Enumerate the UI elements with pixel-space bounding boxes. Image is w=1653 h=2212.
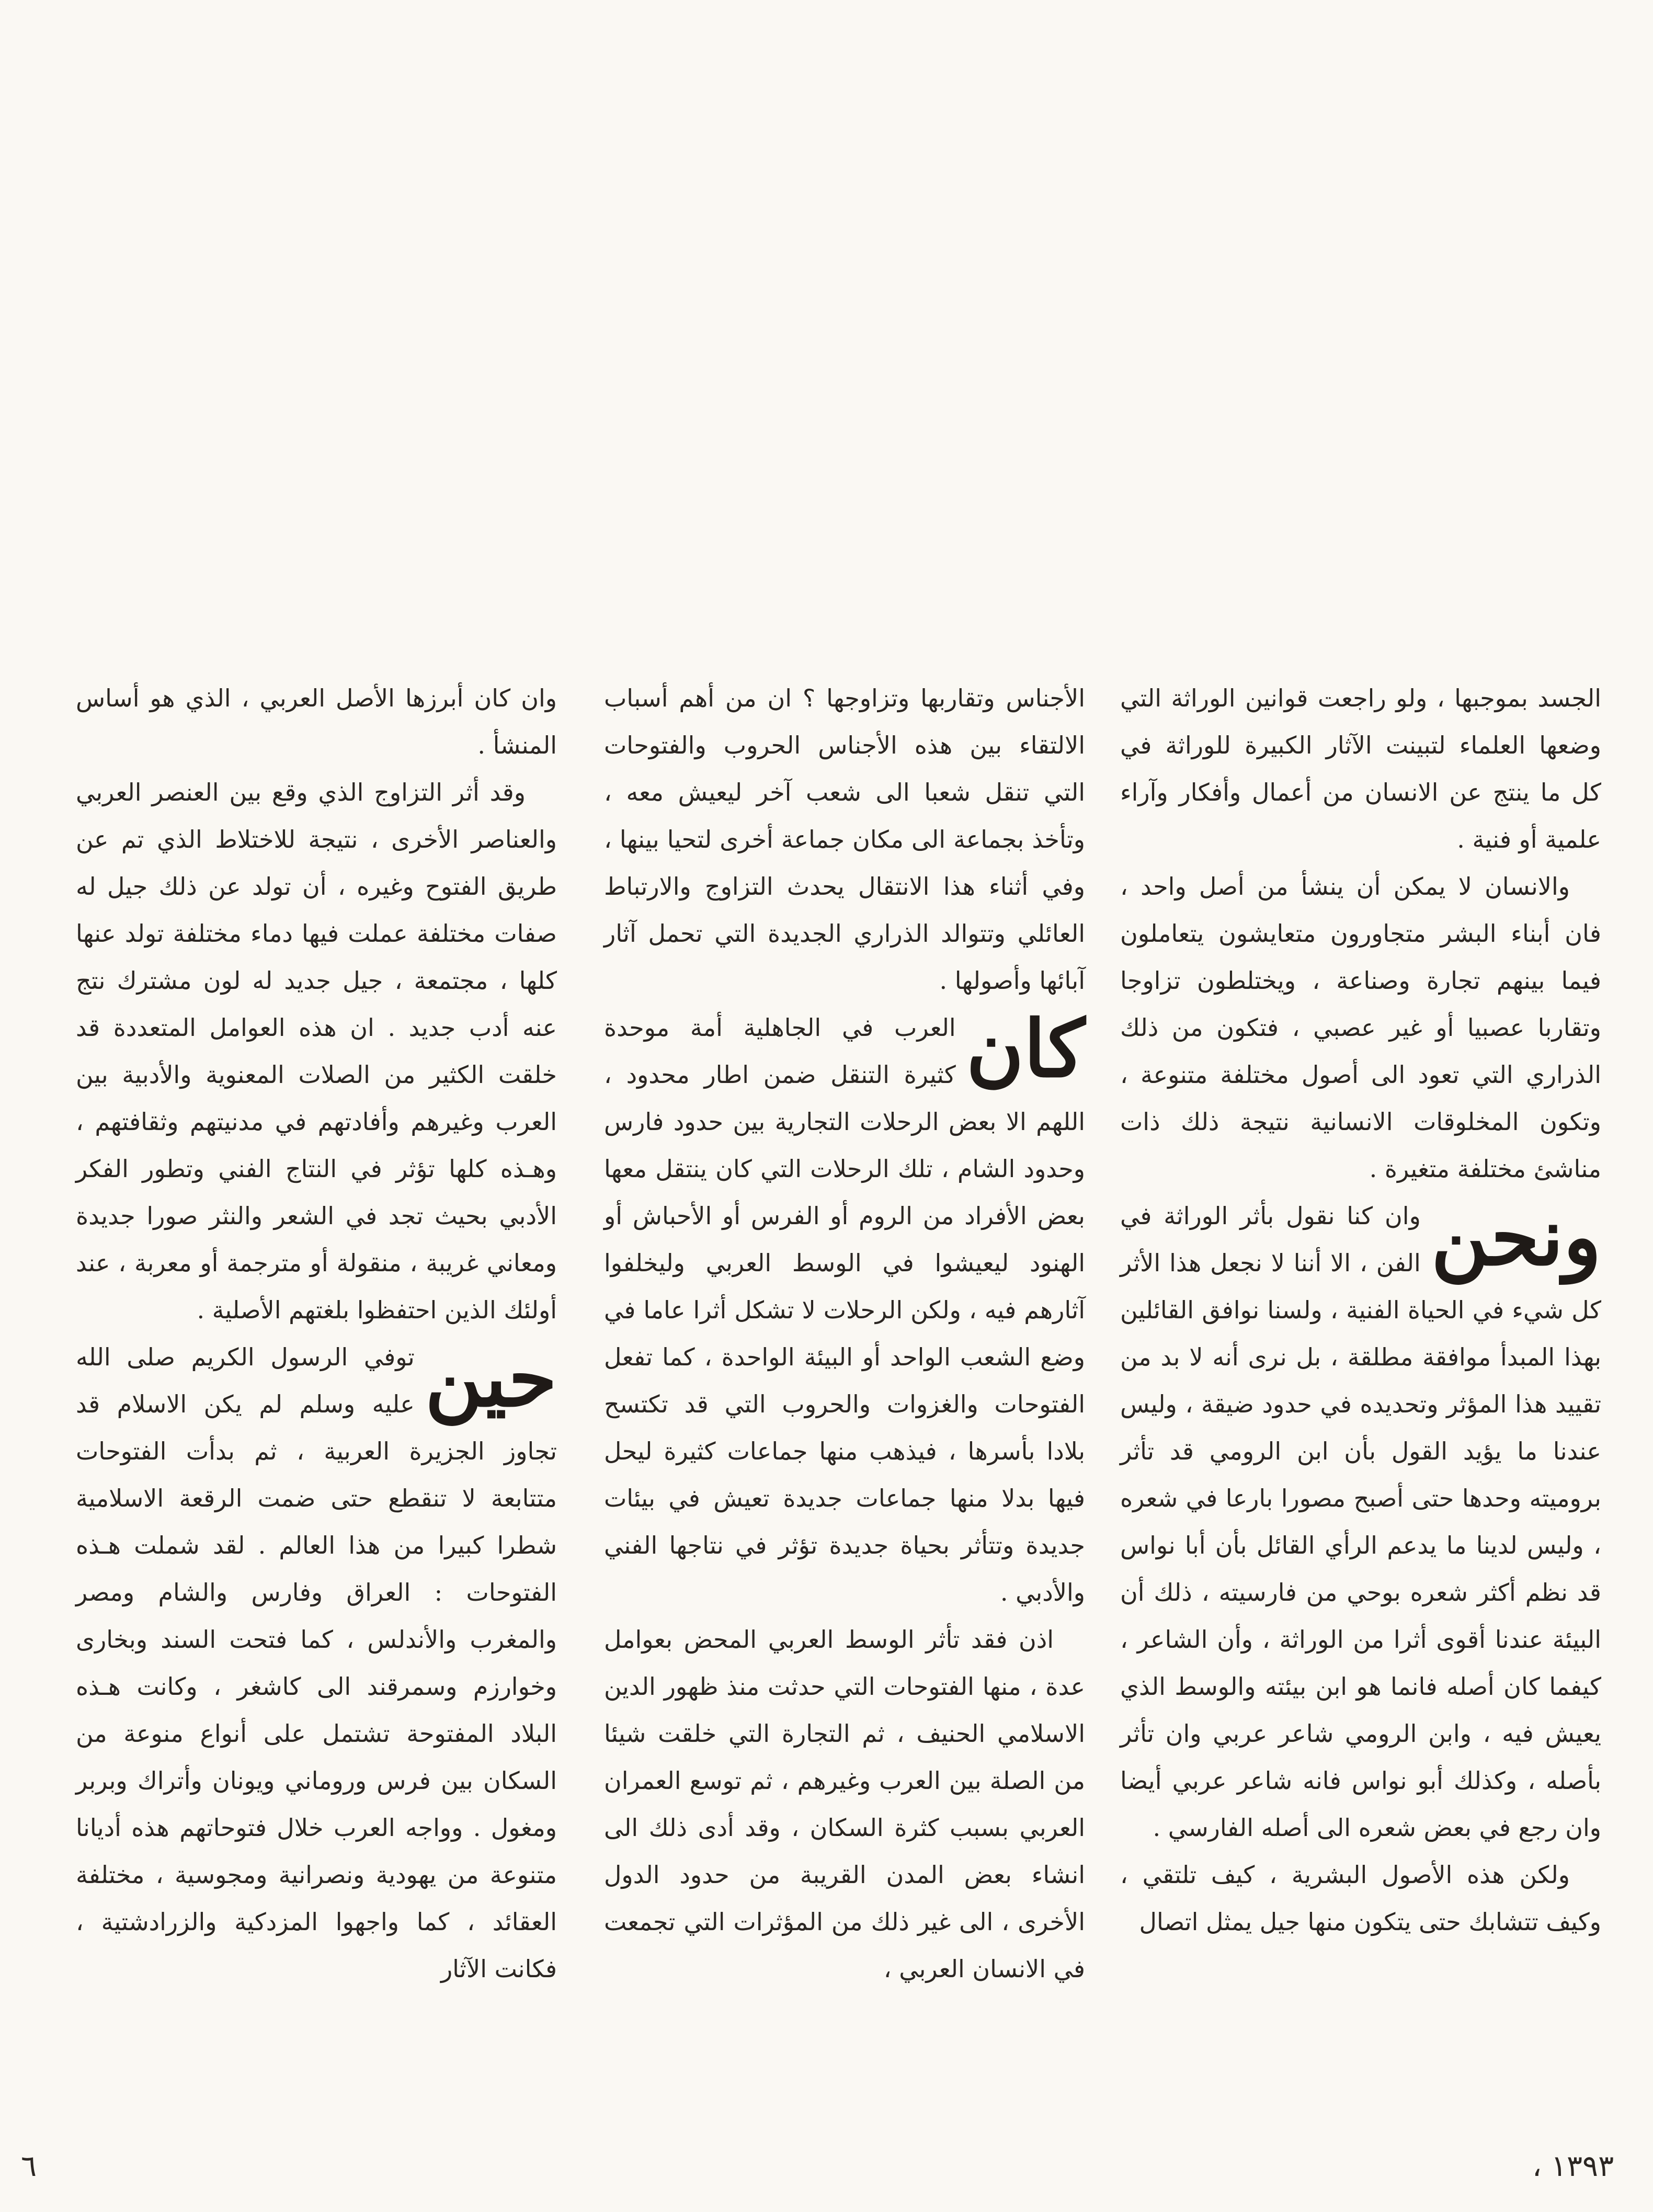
text-column-middle (604, 675, 1085, 2139)
paragraph-text: وان كنا نقول بأثر الوراثة في الفن ، الا أننا لا نجعل هذا الأثر كل شيء في الحياة الفنية ، ولسنا نوافق القائلين بهذا المبدأ موافقة مطلقة ، بل نرى أنه لا بد من تقييد هذا المؤثر وتحديده في حدود ضيقة ، وليس عندنا ما يؤيد القول بأن ابن الرومي قد تأثر بروميته وحدها حتى أصبح مصورا بارعا في شعره ، وليس لدينا ما يدعم الرأي القائل بأن أبا نواس قد نظم أكثر شعره بوحي من فارسيته ، ذلك أن البيئة عندنا أقوى أثرا من الوراثة ، وأن الشاعر ، كيفما كان أصله فانما هو ابن بيئته والوسط الذي يعيش فيه ، وابن الرومي شاعر عربي وان تأثر بأصله ، وكذلك أبو نواس فانه شاعر عربي أيضا وان رجع في بعض شعره الى أصله الفارسي . (1120, 1202, 1601, 1842)
paragraph: ولكن هذه الأصول البشرية ، كيف تلتقي ، وكيف تتشابك حتى يتكون منها جيل يمثل اتصال (1120, 1861, 1601, 1936)
page-number: ٦ (21, 2149, 37, 2183)
paragraph (604, 1004, 1085, 1616)
paragraph-text: توفي الرسول الكريم صلى الله عليه وسلم لم يكن الاسلام قد تجاوز الجزيرة العربية ، ثم بدأت الفتوحات متتابعة لا تنقطع حتى ضمت الرقعة الاسلامية شطرا كبيرا من هذا العالم . لقد شملت هـذه الفتوحات : العراق وفارس والشام ومصر والمغرب والأندلس ، كما فتحت السند وبخارى وخوارزم وسمرقند الى كاشغر ، وكانت هـذه البلاد المفتوحة تشتمل على أنواع منوعة من السكان بين فرس وروماني ويونان وأتراك وبربر ومغول . وواجه العرب خلال فتوحاتهم هذه أديانا متنوعة من يهودية ونصرانية ومجوسية ، مختلفة العقائد ، كما واجهوا المزدكية والزرادشتية ، فكانت الآثار (76, 1343, 557, 1983)
paragraph: والانسان لا يمكن أن ينشأ من أصل واحد ، فان أبناء البشر متجاورون متعايشون يتعاملون فيما بينهم تجارة وصناعة ، ويختلطون تزاوجا وتقاربا عصبيا أو غير عصبي ، فتكون من ذلك الذراري التي تعود الى أصول مختلفة متنوعة ، وتكون المخلوقات الانسانية نتيجة ذلك ذات مناشئ مختلفة متغيرة . (1120, 872, 1601, 1183)
issue-number: ١٣٩٣ ، (1532, 2149, 1614, 2183)
paragraph: اذن فقد تأثر الوسط العربي المحض بعوامل عدة ، منها الفتوحات التي حدثت منذ ظهور الدين الاسلامي الحنيف ، ثم التجارة التي خلقت شيئا من الصلة بين العرب وغيرهم ، ثم توسع العمران العربي بسبب كثرة السكان ، وقد أدى ذلك الى انشاء بعض المدن القريبة من حدود الدول الأخرى ، الى غير ذلك من المؤثرات التي تجمعت في الانسان العربي ، (604, 1625, 1085, 1983)
drop-cap-word: حين (425, 1332, 557, 1424)
drop-cap-word: كان (966, 1003, 1085, 1095)
paragraph (1120, 1192, 1601, 1851)
paragraph: وقد أثر التزاوج الذي وقع بين العنصر العربي والعناصر الأخرى ، نتيجة للاختلاط الذي تم عن طريق الفتوح وغيره ، أن تولد عن ذلك جيل له صفات مختلفة عملت فيها دماء مختلفة تولد عنها كلها ، مجتمعة ، جيل جديد له لون مشترك نتج عنه أدب جديد . ان هذه العوامل المتعددة قد خلقت الكثير من الصلات المعنوية والأدبية بين العرب وغيرهم وأفادتهم في مدنيتهم وثقافتهم ، وهـذه كلها تؤثر في النتاج الفني وتطور الفكر الأدبي بحيث تجد في الشعر والنثر صورا جديدة ومعاني غريبة ، منقولة أو مترجمة أو معربة ، عند أولئك الذين احتفظوا بلغتهم الأصلية . (76, 778, 557, 1324)
paragraph: وان كان أبرزها الأصل العربي ، الذي هو أساس المنشأ . (76, 684, 557, 759)
drop-cap-word: ونحن (1431, 1191, 1601, 1283)
paragraph: الجسد بموجبها ، ولو راجعت قوانين الوراثة التي وضعها العلماء لتبينت الآثار الكبيرة للوراثة في كل ما ينتج عن الانسان من أعمال وأفكار وآراء علمية أو فنية . (1120, 684, 1601, 853)
paragraph (76, 1333, 557, 1992)
paragraph: الأجناس وتقاربها وتزاوجها ؟ ان من أهم أسباب الالتقاء بين هذه الأجناس الحروب والفتوحات التي تنقل شعبا الى شعب آخر ليعيش معه ، وتأخذ بجماعة الى مكان جماعة أخرى لتحيا بينها ، وفي أثناء هذا الانتقال يحدث التزاوج والارتباط العائلي وتتوالد الذراري الجديدة التي تحمل آثار آبائها وأصولها . (604, 684, 1085, 995)
paragraph-text: العرب في الجاهلية أمة موحدة كثيرة التنقل ضمن اطار محدود ، اللهم الا بعض الرحلات التجارية بين حدود فارس وحدود الشام ، تلك الرحلات التي كان ينتقل معها بعض الأفراد من الروم أو الفرس أو الأحباش أو الهنود ليعيشوا في الوسط العربي وليخلفوا آثارهم فيه ، ولكن الرحلات لا تشكل أثرا عاما في وضع الشعب الواحد أو البيئة الواحدة ، كما تفعل الفتوحات والغزوات والحروب التي قد تكتسح بلادا بأسرها ، فيذهب منها جماعات كثيرة ليحل فيها بدلا منها جماعات جديدة تعيش في بيئات جديدة وتتأثر بحياة جديدة تؤثر في نتاجها الفني والأدبي . (604, 1013, 1085, 1606)
text-column-left (76, 675, 557, 2139)
text-column-right (1120, 675, 1601, 2139)
